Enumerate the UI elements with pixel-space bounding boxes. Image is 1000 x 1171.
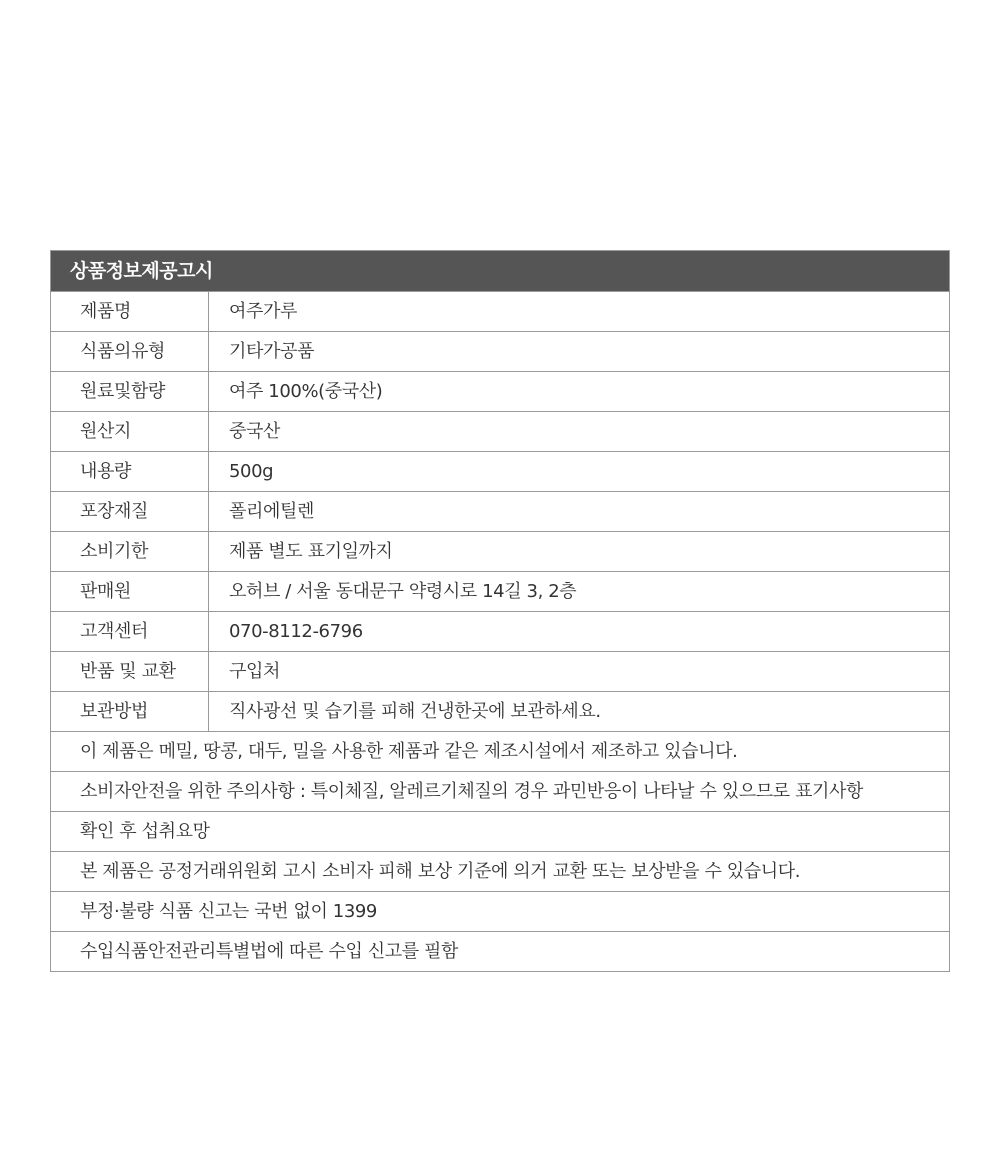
- table-row: [51, 331, 949, 371]
- table-row: [51, 691, 949, 731]
- row-value-seller: 오허브 / 서울 동대문구 약령시로 14길 3, 2층: [229, 581, 577, 602]
- row-value-net-weight: 500g: [229, 461, 274, 482]
- row-value-customer-center: 070-8112-6796: [229, 621, 363, 642]
- row-label-product-name: 제품명: [51, 292, 209, 331]
- table-row: [51, 571, 949, 611]
- notice-title: 상품정보제공고시: [51, 251, 949, 291]
- note-row: [51, 731, 949, 771]
- note-row: [51, 771, 949, 811]
- table-row: [51, 371, 949, 411]
- note-row: [51, 891, 949, 931]
- note-safety-caution: 소비자안전을 위한 주의사항 : 특이체질, 알레르기체질의 경우 과민반응이 나타날 수 있으므로 표기사항: [80, 781, 864, 802]
- table-row: [51, 451, 949, 491]
- row-label-net-weight: 내용량: [51, 452, 209, 491]
- note-safety-caution-cont: 확인 후 섭취요망: [80, 821, 210, 842]
- row-label-packaging: 포장재질: [51, 492, 209, 531]
- note-row: [51, 811, 949, 851]
- row-label-food-type: 식품의유형: [51, 332, 209, 371]
- table-row: [51, 611, 949, 651]
- row-label-seller: 판매원: [51, 572, 209, 611]
- table-row: [51, 651, 949, 691]
- row-value-storage: 직사광선 및 습기를 피해 건냉한곳에 보관하세요.: [229, 701, 601, 722]
- row-label-customer-center: 고객센터: [51, 612, 209, 651]
- row-value-ingredients: 여주 100%(중국산): [229, 381, 383, 402]
- row-label-origin: 원산지: [51, 412, 209, 451]
- note-allergen-facility: 이 제품은 메밀, 땅콩, 대두, 밀을 사용한 제품과 같은 제조시설에서 제조하고 있습니다.: [80, 741, 738, 762]
- row-label-returns: 반품 및 교환: [51, 652, 209, 691]
- table-row: [51, 411, 949, 451]
- product-info-notice-table: [50, 250, 950, 972]
- note-row: [51, 931, 949, 971]
- row-value-product-name: 여주가루: [229, 301, 297, 322]
- row-value-food-type: 기타가공품: [229, 341, 314, 362]
- table-row: [51, 491, 949, 531]
- note-compensation: 본 제품은 공정거래위원회 고시 소비자 피해 보상 기준에 의거 교환 또는 보상받을 수 있습니다.: [80, 861, 801, 882]
- table-row: [51, 531, 949, 571]
- row-label-expiry: 소비기한: [51, 532, 209, 571]
- row-label-ingredients: 원료및함량: [51, 372, 209, 411]
- table-row: [51, 291, 949, 331]
- row-value-expiry: 제품 별도 표기일까지: [229, 541, 393, 562]
- note-row: [51, 851, 949, 891]
- row-value-origin: 중국산: [229, 421, 280, 442]
- row-label-storage: 보관방법: [51, 692, 209, 731]
- row-value-packaging: 폴리에틸렌: [229, 501, 314, 522]
- note-report-hotline: 부정·불량 식품 신고는 국번 없이 1399: [80, 901, 377, 922]
- note-import-declaration: 수입식품안전관리특별법에 따른 수입 신고를 필함: [80, 941, 459, 962]
- row-value-returns: 구입처: [229, 661, 280, 682]
